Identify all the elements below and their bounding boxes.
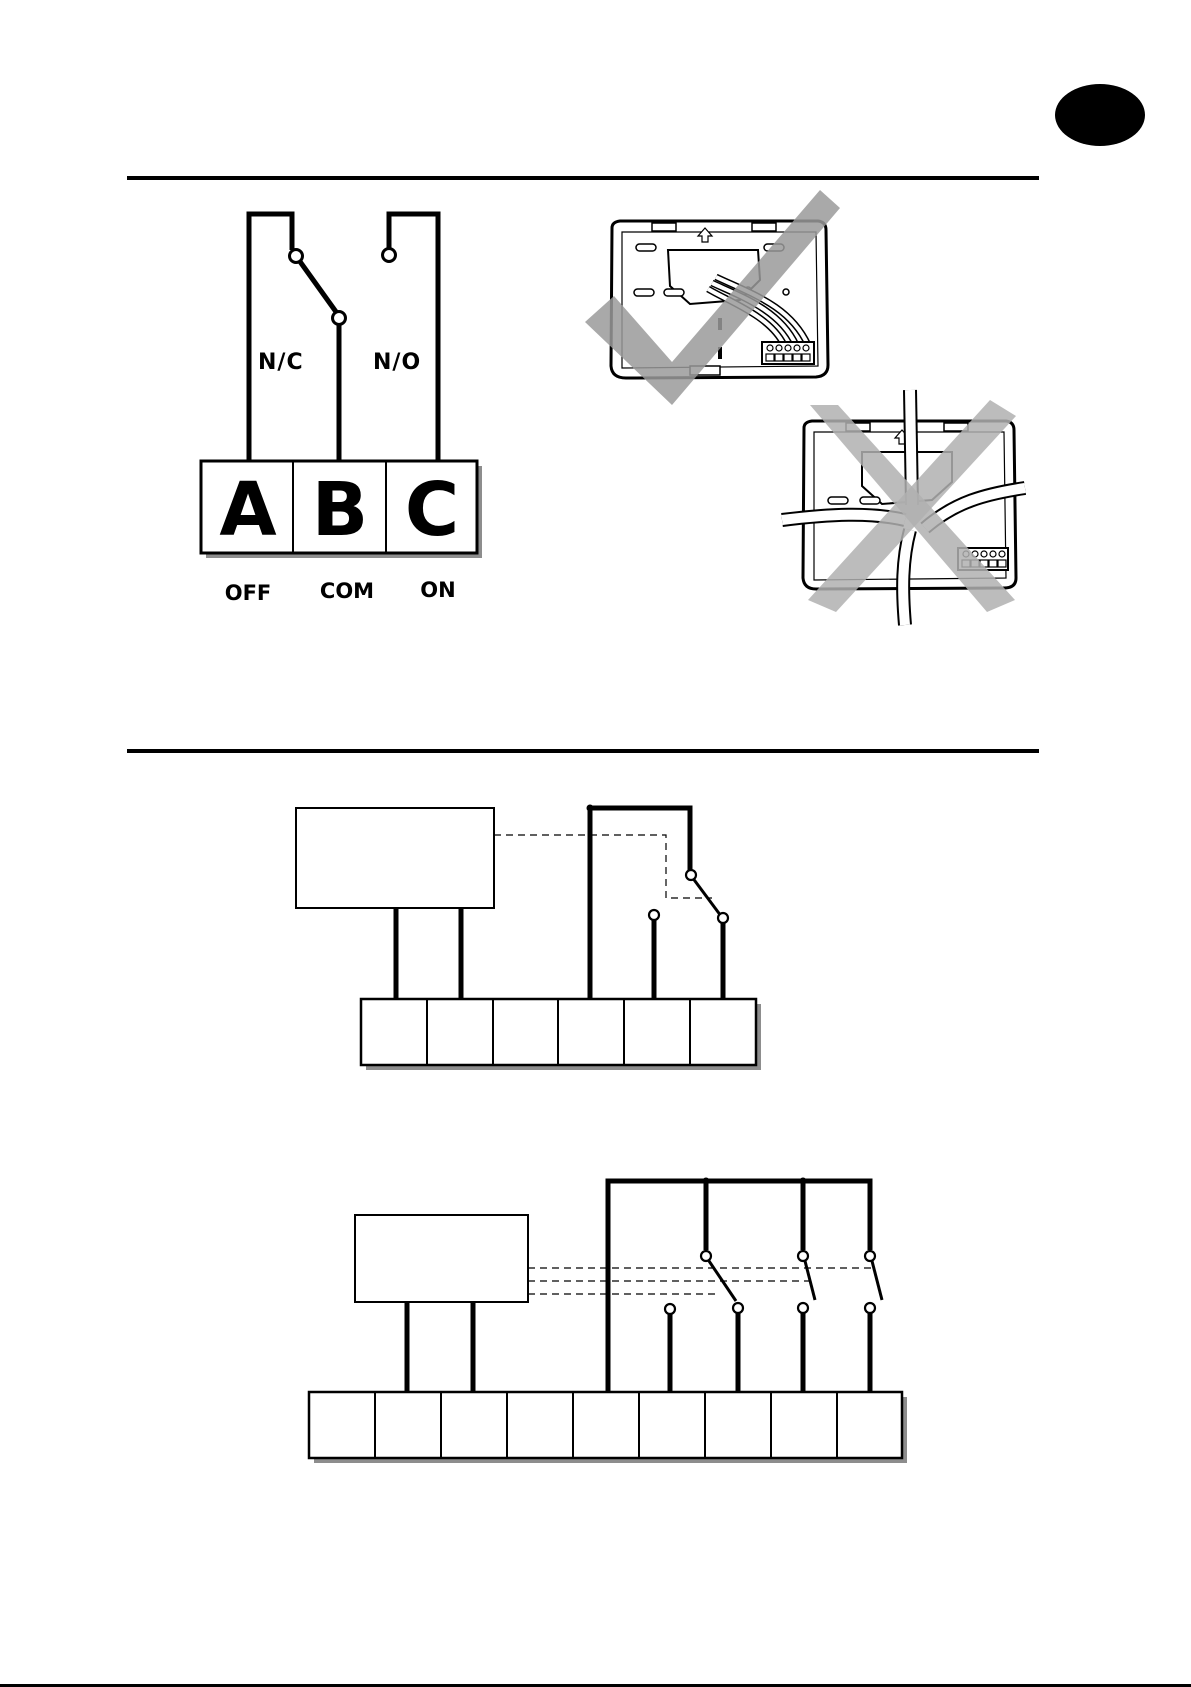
terminal-c-letter: C [404,467,460,553]
relay-contact-diagram [249,214,438,461]
terminal-strip-9 [309,1392,902,1458]
switch-blade [296,256,339,316]
wiring-diagram-triple [355,1178,882,1393]
wire-c [389,214,438,461]
wire-a [249,214,292,461]
terminal-c-name: ON [420,578,456,602]
contact-nc [290,250,303,263]
controller-box-2 [355,1215,528,1302]
wiring-diagram-single [296,805,728,1000]
terminal-a-name: OFF [224,581,272,605]
contact-com [333,312,346,325]
label-no: N/O [373,350,422,375]
section-divider-middle [127,749,1039,753]
contact-no [383,249,396,262]
terminal-a-letter: A [219,467,277,553]
section-tab-marker [1055,84,1145,146]
controller-box-1 [296,808,494,908]
label-nc: N/C [258,350,304,375]
terminal-strip-6 [361,999,756,1065]
terminal-b-letter: B [311,467,369,553]
section-divider-top [127,176,1039,180]
terminal-b-name: COM [319,579,375,603]
